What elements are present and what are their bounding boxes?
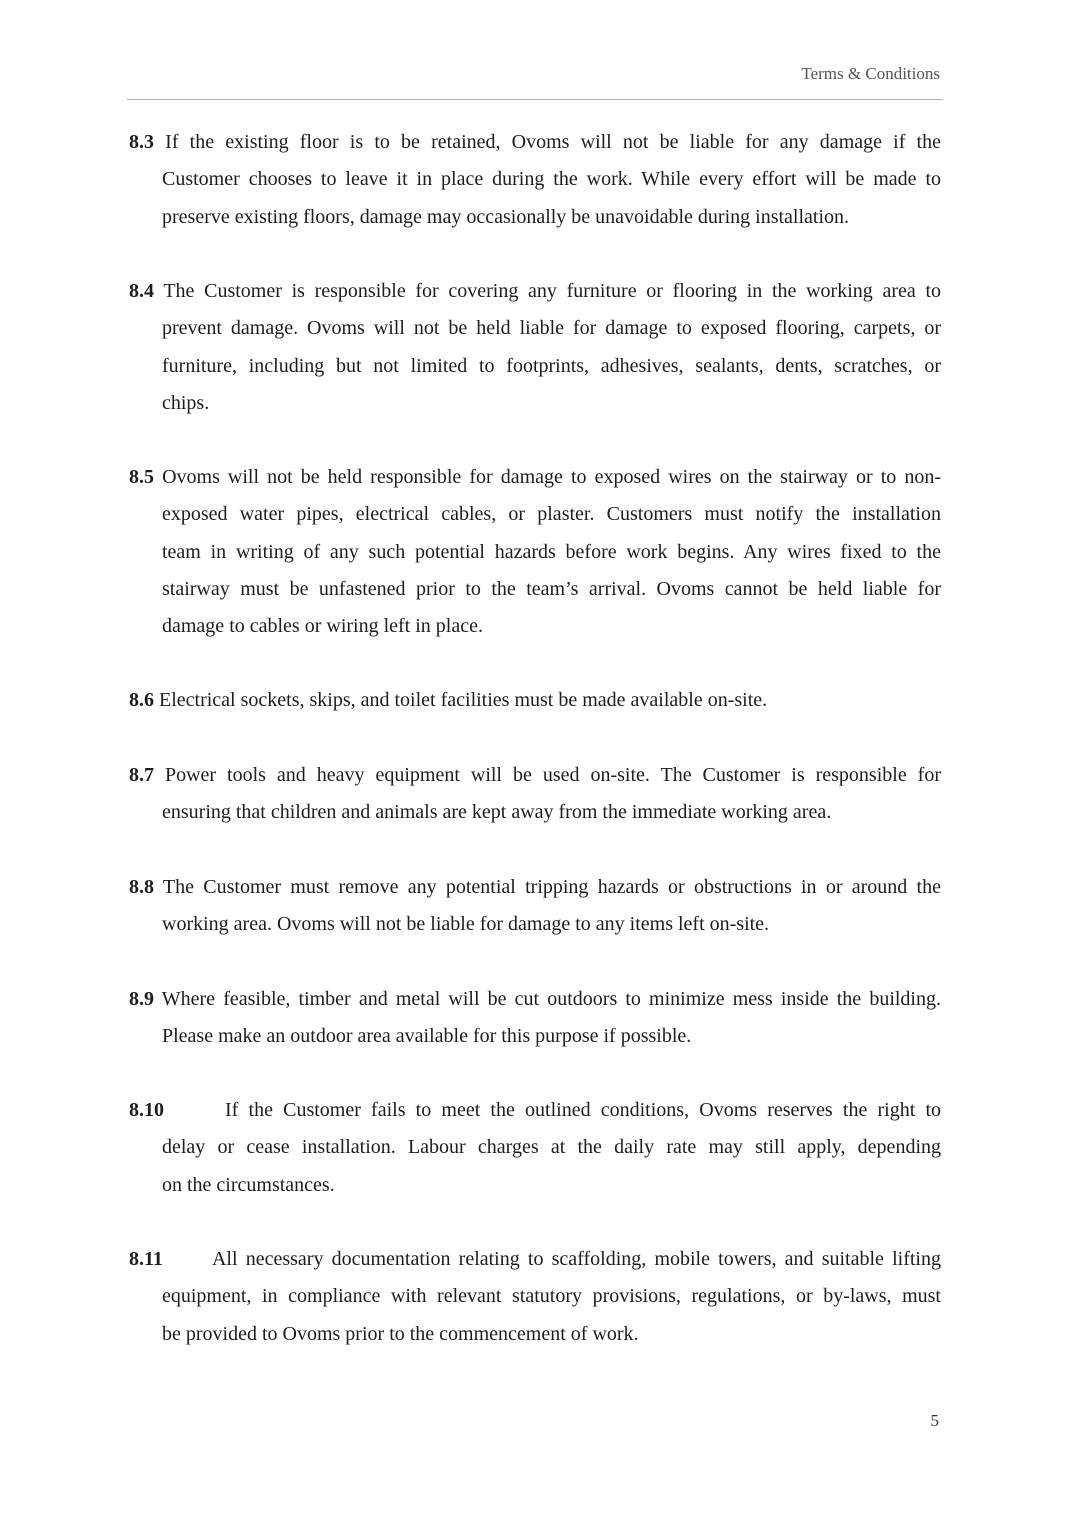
clause-line	[129, 1129, 941, 1166]
clause-line	[129, 1316, 941, 1353]
clause-text: Power tools and heavy equipment will be used on-site. The Customer is responsible for	[154, 764, 941, 786]
clause-line	[129, 124, 941, 161]
clause-8-10	[129, 1092, 941, 1204]
clause-text: If the existing floor is to be retained, Ovoms will not be liable for any damage if the	[154, 131, 941, 153]
clause-text: Ovoms will not be held responsible for damage to exposed wires on the stairway or to non-	[154, 466, 941, 488]
clause-text: exposed water pipes, electrical cables, or plaster. Customers must notify the installation	[162, 503, 941, 526]
clause-line	[129, 794, 941, 831]
clause-text: Electrical sockets, skips, and toilet facilities must be made available on-site.	[154, 689, 768, 711]
clause-line	[129, 757, 941, 794]
clause-8-4	[129, 273, 941, 422]
clause-8-9	[129, 981, 941, 1056]
clause-line	[129, 1278, 941, 1315]
clause-number: 8.5	[129, 466, 154, 488]
clause-text: furniture, including but not limited to footprints, adhesives, sealants, dents, scratches, or	[162, 354, 941, 377]
clause-number: 8.11	[129, 1248, 163, 1270]
clause-text: working area. Ovoms will not be liable for damage to any items left on-site.	[162, 913, 770, 936]
clause-line	[129, 1018, 941, 1055]
clause-8-5	[129, 459, 941, 645]
clause-line	[129, 1092, 941, 1129]
clause-line	[129, 496, 941, 533]
clause-text: Customer chooses to leave it in place during the work. While every effort will be made to	[162, 168, 941, 191]
clause-line	[129, 571, 941, 608]
clause-text: Where feasible, timber and metal will be cut outdoors to minimize mess inside the building.	[154, 988, 941, 1010]
clause-text: team in writing of any such potential hazards before work begins. Any wires fixed to the	[162, 540, 941, 563]
clause-line	[129, 161, 941, 198]
clause-line	[129, 385, 941, 422]
clause-text: on the circumstances.	[162, 1173, 335, 1196]
clause-line	[129, 906, 941, 943]
clause-8-3	[129, 124, 941, 236]
clause-text: Please make an outdoor area available for this purpose if possible.	[162, 1025, 692, 1048]
clause-text: damage to cables or wiring left in place.	[162, 615, 483, 638]
clause-line	[129, 682, 941, 719]
clause-text: ensuring that children and animals are kept away from the immediate working area.	[162, 801, 832, 824]
clause-line	[129, 608, 941, 645]
clause-text: All necessary documentation relating to scaffolding, mobile towers, and suitable lifting	[162, 1248, 941, 1270]
clause-8-11	[129, 1241, 941, 1353]
clause-line	[129, 1167, 941, 1204]
clause-number: 8.7	[129, 764, 154, 786]
clause-line	[129, 1241, 941, 1278]
clause-line	[129, 459, 941, 496]
clause-text: preserve existing floors, damage may occasionally be unavoidable during installation.	[162, 205, 850, 228]
page-number: 5	[930, 1411, 939, 1430]
clause-line	[129, 869, 941, 906]
clause-text: equipment, in compliance with relevant statutory provisions, regulations, or by-laws, must	[162, 1285, 941, 1308]
clause-8-6	[129, 682, 941, 719]
clause-number: 8.8	[129, 876, 154, 898]
clause-text: The Customer must remove any potential tripping hazards or obstructions in or around the	[154, 876, 941, 898]
header-title: Terms & Conditions	[801, 64, 940, 83]
clause-line	[129, 348, 941, 385]
clause-number: 8.6	[129, 689, 154, 711]
clause-text: stairway must be unfastened prior to the team’s arrival. Ovoms cannot be held liable for	[162, 577, 941, 600]
header-divider	[127, 99, 943, 100]
clause-number: 8.4	[129, 280, 154, 302]
clause-8-8	[129, 869, 941, 944]
clause-text: prevent damage. Ovoms will not be held liable for damage to exposed flooring, carpets, or	[162, 317, 941, 340]
clause-line	[129, 310, 941, 347]
clause-line	[129, 273, 941, 310]
clause-number: 8.9	[129, 988, 154, 1010]
clause-8-7	[129, 757, 941, 832]
clause-number: 8.3	[129, 131, 154, 153]
clause-line	[129, 199, 941, 236]
clause-text: The Customer is responsible for covering any furniture or flooring in the working area to	[154, 280, 941, 302]
clause-line	[129, 534, 941, 571]
clause-text: chips.	[162, 391, 210, 414]
clause-text: delay or cease installation. Labour charges at the daily rate may still apply, depending	[162, 1136, 941, 1159]
clause-number: 8.10	[129, 1099, 164, 1121]
clause-text: be provided to Ovoms prior to the commencement of work.	[162, 1322, 639, 1345]
clause-line	[129, 981, 941, 1018]
clause-text: If the Customer fails to meet the outlined conditions, Ovoms reserves the right to	[164, 1099, 941, 1121]
